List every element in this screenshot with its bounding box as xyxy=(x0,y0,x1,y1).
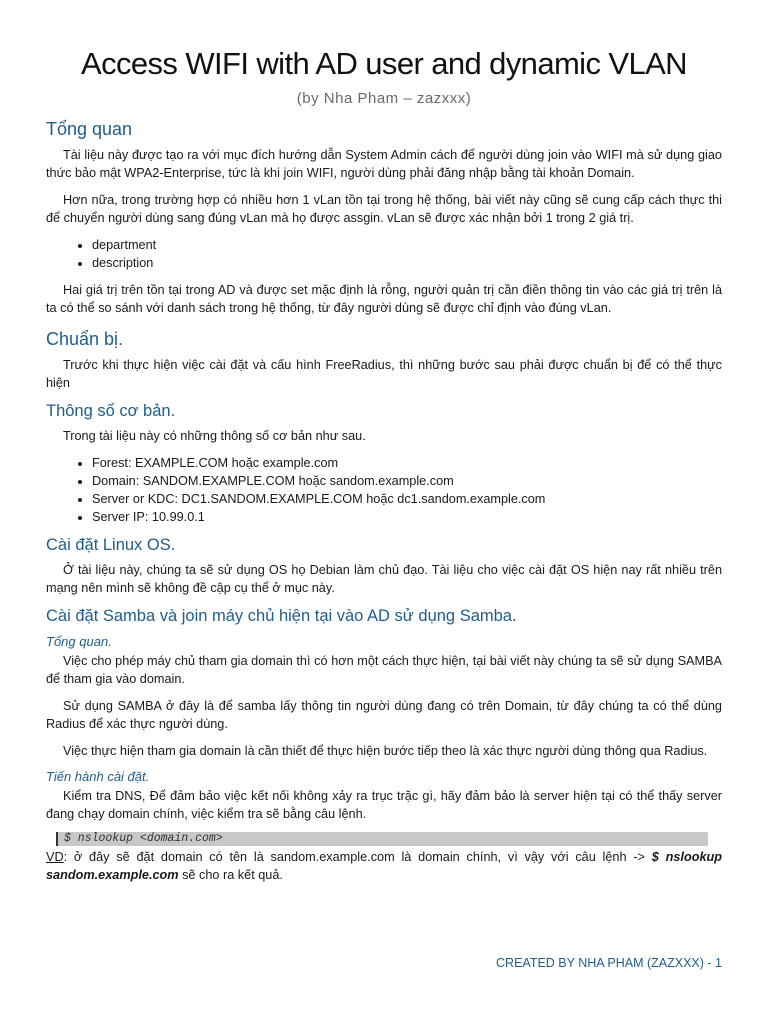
paragraph: Tài liệu này được tạo ra với mục đích hướng dẫn System Admin cách để người dùng join vào WIFI mà sử dụng giao thức bảo mật WPA2-Enterprise, tức là khi join WIFI, người dùng phải đăng nhập bằng tài khoản Domain. xyxy=(46,148,722,180)
example-end: sẽ cho ra kết quả. xyxy=(178,868,283,882)
list-item: • Server or KDC: DC1.SANDOM.EXAMPLE.COM hoặc dc1.sandom.example.com xyxy=(92,490,722,508)
paragraph: Hai giá trị trên tồn tại trong AD và được set mặc định là rỗng, người quản trị cần điền thông tin vào các giá trị trên là ta có thể so sánh với danh sách trong hệ thống, từ đây người dùng sẽ được chỉ định vào đúng vLan. xyxy=(46,283,722,315)
paragraph: Trong tài liệu này có những thông số cơ bản như sau. xyxy=(63,429,366,443)
list-item: • description xyxy=(92,254,722,272)
document-subtitle: (by Nha Pham – zazxxx) xyxy=(296,90,472,107)
list-item: • Server IP: 10.99.0.1 xyxy=(92,508,722,526)
paragraph: Việc cho phép máy chủ tham gia domain thì có hơn một cách thực hiện, tại bài viết này chúng ta sẽ sử dụng SAMBA để tham gia vào domain. xyxy=(46,654,722,686)
list-item: • department xyxy=(92,236,722,254)
heading-chuan-bi: Chuẩn bị. xyxy=(46,329,124,349)
document-title: Access WIFI with AD user and dynamic VLAN xyxy=(81,46,687,81)
heading-linux: Cài đặt Linux OS. xyxy=(46,536,176,554)
example-command: $ nslookup sandom.example.com xyxy=(46,850,722,882)
example-note xyxy=(46,848,722,884)
paragraph: Trước khi thực hiện việc cài đặt và cấu hình FreeRadius, thì những bước sau phải được chuẩn bị để có thể thực hiện xyxy=(46,358,722,390)
heading-samba: Cài đặt Samba và join máy chủ hiện tại vào AD sử dụng Samba. xyxy=(46,607,517,625)
list-item: • Domain: SANDOM.EXAMPLE.COM hoặc sandom.example.com xyxy=(92,472,722,490)
document-page xyxy=(46,40,722,893)
list-item: • Forest: EXAMPLE.COM hoặc example.com xyxy=(92,454,722,472)
example-label: VD xyxy=(46,850,64,864)
heading-thong-so: Thông số cơ bản. xyxy=(46,402,176,420)
paragraph: Sử dụng SAMBA ở đây là để samba lấy thông tin người dùng đang có trên Domain, từ đây chúng ta có thể dùng Radius để xác thực người dùng. xyxy=(46,699,722,731)
bullet-list-vlan-values xyxy=(46,236,722,272)
paragraph: Ở tài liệu này, chúng ta sẽ sử dụng OS họ Debian làm chủ đạo. Tài liệu cho việc cài đặt OS hiện nay rất nhiều trên mạng nên mình sẽ không đề cập cụ thể ở mục này. xyxy=(46,563,722,595)
paragraph: Kiểm tra DNS, Để đảm bảo việc kết nối không xảy ra trục trặc gì, hãy đảm bảo là server hiện tại có thể thấy server đang chạy domain chính, việc kiểm tra sẽ bằng câu lệnh. xyxy=(46,789,722,821)
bullet-list-parameters xyxy=(46,454,722,526)
paragraph: Việc thực hiện tham gia domain là cần thiết để thực hiện bước tiếp theo là xác thực người dùng thông qua Radius. xyxy=(63,744,708,758)
subheading-tien-hanh: Tiến hành cài đặt. xyxy=(46,769,150,784)
subheading-tong-quan: Tổng quan. xyxy=(46,634,112,649)
code-block: $ nslookup <domain.com> xyxy=(56,832,708,846)
heading-tong-quan: Tổng quan xyxy=(46,119,133,139)
paragraph: Hơn nữa, trong trường hợp có nhiều hơn 1 vLan tồn tại trong hệ thống, bài viết này cũng sẽ cung cấp cách thực thi để chuyển người dùng sang đúng vLan mà họ được assgin. vLan sẽ được xác nhận bởi 1 trong 2 giá trị. xyxy=(46,193,722,225)
example-text: : ở đây sẽ đặt domain có tên là sandom.example.com là domain chính, vì vậy với câu lệnh -> xyxy=(63,850,652,864)
page-footer: CREATED BY NHA PHAM (ZAZXXX) - 1 xyxy=(496,956,722,970)
